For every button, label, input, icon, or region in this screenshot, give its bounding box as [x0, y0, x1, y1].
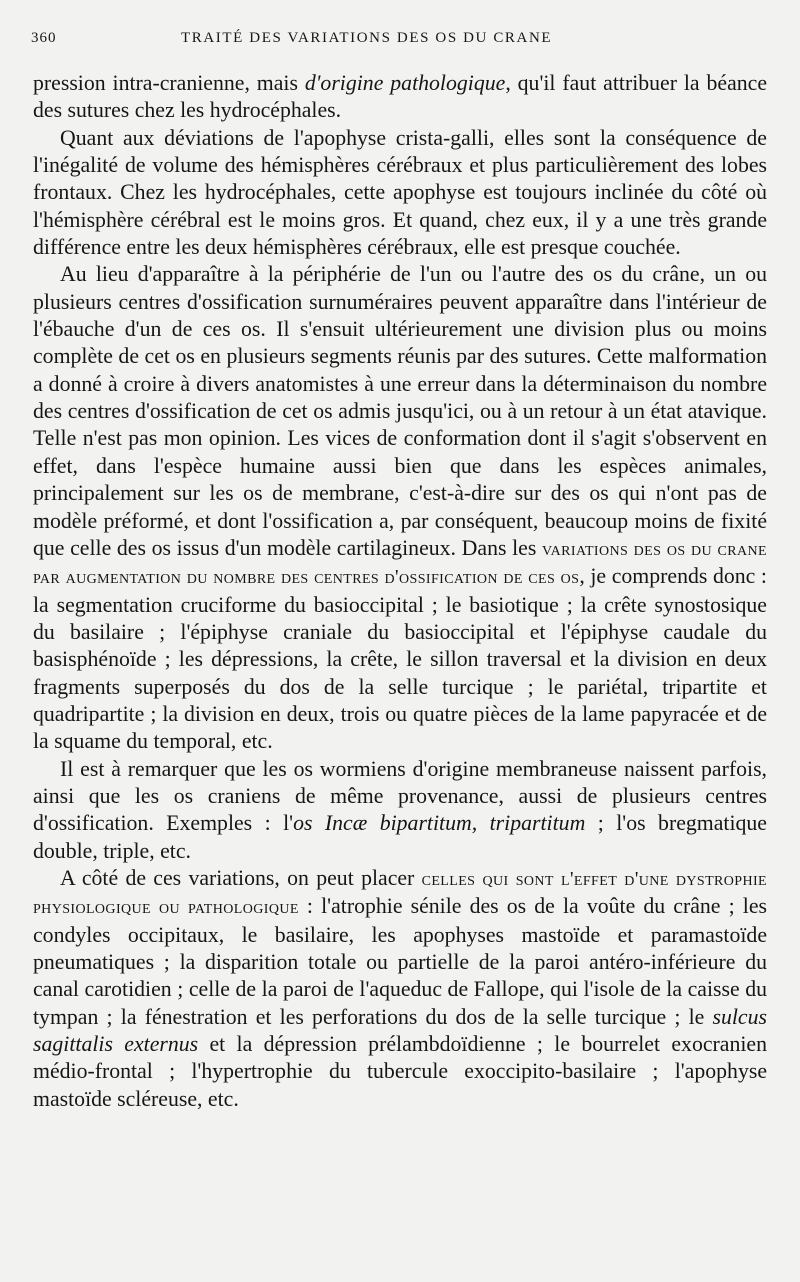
body-text: [33, 70, 767, 1113]
paragraph-2-text: Quant aux déviations de l'apophyse crista-galli, elles sont la conséquence de l'inégalité de volume des hémisphères cérébraux et plus particulièrement des lobes frontaux. Chez les hydrocéphales, cette apophyse est toujours inclinée du côté où l'hémisphère cérébral est le moins gros. Et quand, chez eux, il y a une très grande différence entre les deux hémisphères cérébraux, elle est presque couchée.: [33, 125, 767, 260]
paragraph-3-text-b: , je comprends donc : la segmentation cruciforme du basioccipital ; le basiotique ; la crête synostosique du basilaire ; l'épiphyse craniale du basioccipital et l'épiphyse caudale du basisphénoïde ; les dépressions, la crête, le sillon traversal et la division en deux fragments superposés du dos de la selle turcique ; le pariétal, tripartite et quadripartite ; la division en deux, trois ou quatre pièces de la lame papyracée et de la squame du temporal, etc.: [33, 564, 767, 754]
paragraph-3-small-caps: variations des os du crane par augmentation du nombre des centres d'ossification de ces os: [33, 538, 767, 589]
paragraph-3: [33, 261, 767, 755]
paragraph-4-text-a: Il est à remarquer que les os wormiens d'origine membraneuse naissent parfois, ainsi que les os craniens de même provenance, aussi de plusieurs centres d'ossification. Exemples : l': [33, 756, 767, 836]
paragraph-1-text-a: pression intra-cranienne, mais: [33, 71, 305, 95]
paragraph-4-italic: os Incæ bipartitum, tripartitum: [293, 811, 586, 836]
paragraph-1-italic: d'origine pathologique: [304, 71, 506, 95]
paragraph-1: [33, 70, 767, 125]
paragraph-4-text-b: ; l'os bregmatique double, triple, etc.: [33, 811, 767, 863]
paragraph-5-text-a: A côté de ces variations, on peut placer: [60, 865, 422, 890]
running-head: [31, 30, 764, 54]
paragraph-1-text-b: , qu'il faut attribuer la béance des sutures chez les hydrocéphales.: [33, 71, 767, 123]
paragraph-3-text-a: Au lieu d'apparaître à la périphérie de l'un ou l'autre des os du crâne, un ou plusieurs centres d'ossification surnuméraires peuvent apparaître dans l'intérieur de l'ébauche d'un de ces os. Il s'ensuit ultérieurement une division plus ou moins complète de cet os en plusieurs segments réunis par des sutures. Cette malformation a donné à croire à divers anatomistes à une erreur dans la déterminaison du nombre des centres d'ossification de cet os admis jusqu'ici, ou à un retour à un état atavique. Telle n'est pas mon opinion. Les vices de conformation dont il s'agit s'observent en effet, dans l'espèce humaine aussi bien que dans les espèces animales, principalement sur les os de membrane, c'est-à-dire sur des os qui n'ont pas de modèle préformé, et dont l'ossification a, par conséquent, beaucoup moins de fixité que celle des os issus d'un modèle cartilagineux. Dans les: [33, 262, 767, 560]
paragraph-2: [33, 125, 767, 262]
paragraph-4: [33, 756, 767, 865]
paragraph-5-text-c: et la dépression prélambdoïdienne ; le bourrelet exocranien médio-frontal ; l'hypertrophie du tubercule exoccipito-basilaire ; l'apophyse mastoïde scléreuse, etc.: [33, 1032, 767, 1111]
paragraph-5-text-b: : l'atrophie sénile des os de la voûte du crâne ; les condyles occipitaux, le basilaire, les apophyses mastoïde et paramastoïde pneumatiques ; la disparition totale ou partielle de la paroi antéro-inférieure du canal carotidien ; celle de la paroi de l'aqueduc de Fallope, qui l'isole de la caisse du tympan ; la fénestration et les perforations du dos de la selle turcique ; le: [33, 894, 767, 1029]
running-title: TRAITÉ DES VARIATIONS DES OS DU CRANE: [181, 30, 553, 46]
paragraph-5-italic: sulcus sagittalis externus: [33, 1004, 767, 1057]
paragraph-5: [33, 865, 767, 1113]
page-number: 360: [31, 30, 57, 46]
paragraph-5-small-caps: celles qui sont l'effet d'une dystrophie physiologique ou pathologique: [33, 868, 767, 919]
